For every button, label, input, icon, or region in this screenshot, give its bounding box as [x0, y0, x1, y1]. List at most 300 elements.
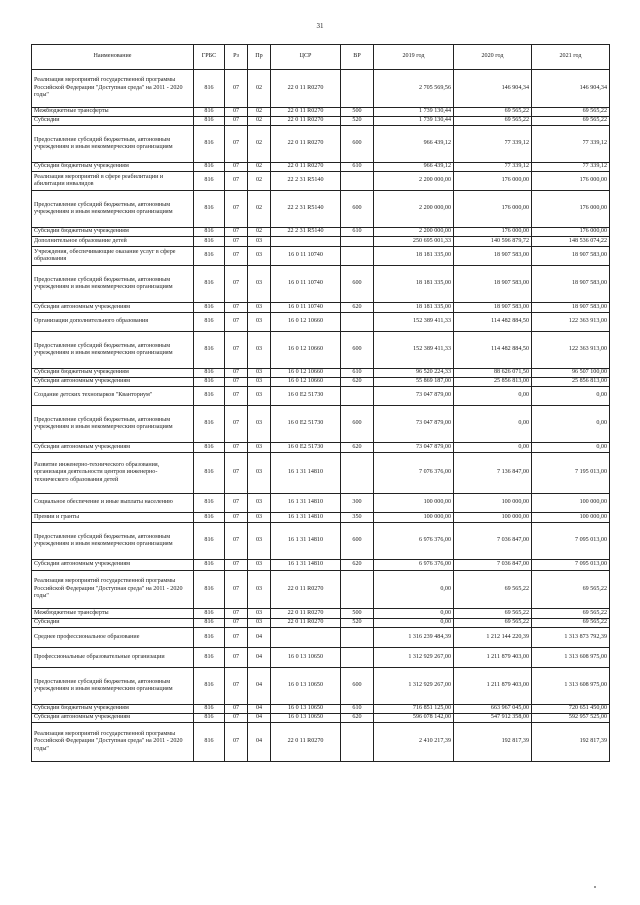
row-vr [341, 313, 374, 332]
row-grbs: 816 [194, 453, 225, 494]
row-rz: 07 [225, 126, 248, 163]
row-name: Субсидии бюджетным учреждениям [32, 228, 194, 237]
table-row [32, 453, 610, 494]
table-row [32, 560, 610, 571]
row-2019: 716 851 125,00 [374, 705, 454, 714]
row-csr: 16 0 13 10650 [271, 648, 341, 668]
row-grbs: 816 [194, 387, 225, 406]
row-2020: 1 212 144 220,39 [454, 628, 532, 648]
row-pr: 02 [248, 228, 271, 237]
row-pr: 03 [248, 369, 271, 378]
row-vr [341, 628, 374, 648]
row-2019: 152 389 411,33 [374, 313, 454, 332]
row-pr: 02 [248, 117, 271, 126]
row-pr: 03 [248, 266, 271, 303]
row-2021: 18 907 583,00 [532, 303, 610, 313]
row-rz: 07 [225, 668, 248, 705]
row-rz: 07 [225, 560, 248, 571]
row-vr [341, 247, 374, 266]
row-csr: 16 0 13 10650 [271, 668, 341, 705]
row-grbs: 816 [194, 163, 225, 172]
row-2020: 0,00 [454, 387, 532, 406]
table-row [32, 619, 610, 628]
row-2019: 73 047 879,00 [374, 443, 454, 453]
row-2020: 176 000,00 [454, 191, 532, 228]
row-vr: 600 [341, 266, 374, 303]
row-2021: 69 565,22 [532, 117, 610, 126]
row-2019: 0,00 [374, 571, 454, 609]
table-row [32, 70, 610, 108]
row-pr: 04 [248, 648, 271, 668]
row-csr: 16 0 E2 51730 [271, 406, 341, 443]
row-csr: 16 0 E2 51730 [271, 387, 341, 406]
row-name: Субсидии автономным учреждениям [32, 303, 194, 313]
row-pr: 03 [248, 609, 271, 619]
table-row [32, 247, 610, 266]
row-rz: 07 [225, 70, 248, 108]
row-rz: 07 [225, 237, 248, 247]
row-2021: 77 339,12 [532, 126, 610, 163]
page-number: 31 [316, 22, 324, 30]
row-name: Субсидии бюджетным учреждениям [32, 163, 194, 172]
row-rz: 07 [225, 191, 248, 228]
row-2019: 2 705 569,56 [374, 70, 454, 108]
table-row [32, 191, 610, 228]
row-2021: 720 651 450,00 [532, 705, 610, 714]
row-vr: 620 [341, 714, 374, 723]
row-rz: 07 [225, 609, 248, 619]
row-2020: 663 967 045,00 [454, 705, 532, 714]
row-2019: 1 312 929 267,00 [374, 648, 454, 668]
row-name: Дополнительное образование детей [32, 237, 194, 247]
row-vr: 350 [341, 513, 374, 523]
table-row [32, 714, 610, 723]
row-name: Субсидии бюджетным учреждениям [32, 369, 194, 378]
row-2019: 2 410 217,39 [374, 723, 454, 762]
row-vr: 610 [341, 705, 374, 714]
row-2021: 122 363 913,00 [532, 332, 610, 369]
row-csr: 16 0 11 10740 [271, 266, 341, 303]
row-2019: 18 181 335,00 [374, 266, 454, 303]
row-grbs: 816 [194, 303, 225, 313]
row-vr: 520 [341, 619, 374, 628]
row-pr: 04 [248, 714, 271, 723]
row-pr: 03 [248, 513, 271, 523]
row-2021: 7 095 013,00 [532, 560, 610, 571]
table-row [32, 313, 610, 332]
row-2020: 192 817,39 [454, 723, 532, 762]
row-2021: 0,00 [532, 387, 610, 406]
row-csr [271, 237, 341, 247]
row-grbs: 816 [194, 443, 225, 453]
row-name: Предоставление субсидий бюджетным, автономным учреждениям и иным некоммерческим организациям [32, 668, 194, 705]
row-rz: 07 [225, 228, 248, 237]
row-rz: 07 [225, 406, 248, 443]
row-2020: 1 211 879 403,00 [454, 668, 532, 705]
row-pr: 04 [248, 628, 271, 648]
row-name: Субсидии [32, 619, 194, 628]
col-header-2020: 2020 год [454, 45, 532, 70]
col-header-pr: Пр [248, 45, 271, 70]
scan-dot [594, 886, 596, 888]
row-csr: 16 0 13 10650 [271, 705, 341, 714]
row-vr: 610 [341, 163, 374, 172]
row-2019: 1 316 239 484,39 [374, 628, 454, 648]
table-row [32, 378, 610, 387]
row-csr: 22 2 31 R5140 [271, 172, 341, 191]
row-grbs: 816 [194, 266, 225, 303]
table-row [32, 571, 610, 609]
row-pr: 03 [248, 406, 271, 443]
table-row [32, 369, 610, 378]
row-vr: 520 [341, 117, 374, 126]
row-2020: 69 565,22 [454, 609, 532, 619]
row-2019: 966 439,12 [374, 163, 454, 172]
col-header-2021: 2021 год [532, 45, 610, 70]
row-2021: 18 907 583,00 [532, 266, 610, 303]
row-csr: 16 0 12 10660 [271, 313, 341, 332]
row-vr: 600 [341, 523, 374, 560]
col-header-vr: ВР [341, 45, 374, 70]
row-pr: 03 [248, 378, 271, 387]
row-grbs: 816 [194, 191, 225, 228]
row-rz: 07 [225, 628, 248, 648]
row-name: Субсидии автономным учреждениям [32, 714, 194, 723]
row-name: Профессиональные образовательные организации [32, 648, 194, 668]
row-vr: 600 [341, 191, 374, 228]
row-csr: 16 1 31 14810 [271, 560, 341, 571]
row-2020: 114 482 884,50 [454, 332, 532, 369]
row-grbs: 816 [194, 406, 225, 443]
row-rz: 07 [225, 108, 248, 117]
budget-table [31, 44, 610, 762]
row-2019: 0,00 [374, 619, 454, 628]
row-grbs: 816 [194, 560, 225, 571]
row-csr: 22 2 31 R5140 [271, 228, 341, 237]
row-2021: 176 000,00 [532, 172, 610, 191]
row-2020: 176 000,00 [454, 228, 532, 237]
row-name: Предоставление субсидий бюджетным, автономным учреждениям и иным некоммерческим организациям [32, 332, 194, 369]
row-vr [341, 237, 374, 247]
row-2021: 69 565,22 [532, 571, 610, 609]
row-2020: 7 036 847,00 [454, 523, 532, 560]
row-pr: 03 [248, 560, 271, 571]
row-2021: 0,00 [532, 443, 610, 453]
row-2021: 146 904,34 [532, 70, 610, 108]
row-pr: 02 [248, 163, 271, 172]
row-name: Развитие инженерно-технического образования, организация деятельности центров инженерно-технического образования детей [32, 453, 194, 494]
row-pr: 03 [248, 387, 271, 406]
row-vr [341, 453, 374, 494]
row-pr: 03 [248, 237, 271, 247]
row-grbs: 816 [194, 668, 225, 705]
row-vr: 600 [341, 126, 374, 163]
table-row [32, 609, 610, 619]
row-2019: 1 312 929 267,00 [374, 668, 454, 705]
row-vr: 300 [341, 494, 374, 513]
row-pr: 02 [248, 172, 271, 191]
row-grbs: 816 [194, 571, 225, 609]
row-rz: 07 [225, 648, 248, 668]
row-2021: 69 565,22 [532, 609, 610, 619]
row-grbs: 816 [194, 494, 225, 513]
row-csr: 22 2 31 R5140 [271, 191, 341, 228]
row-2021: 1 313 608 975,00 [532, 668, 610, 705]
row-grbs: 816 [194, 705, 225, 714]
row-csr: 16 0 13 10650 [271, 714, 341, 723]
table-row [32, 668, 610, 705]
row-grbs: 816 [194, 228, 225, 237]
row-csr: 16 1 31 14810 [271, 494, 341, 513]
table-row [32, 228, 610, 237]
row-2021: 176 000,00 [532, 228, 610, 237]
table-row [32, 513, 610, 523]
row-rz: 07 [225, 163, 248, 172]
row-name: Организации дополнительного образования [32, 313, 194, 332]
row-2019: 2 200 000,00 [374, 191, 454, 228]
row-2019: 250 695 001,33 [374, 237, 454, 247]
row-2020: 7 136 847,00 [454, 453, 532, 494]
row-2021: 0,00 [532, 406, 610, 443]
row-pr: 03 [248, 332, 271, 369]
row-2019: 73 047 879,00 [374, 406, 454, 443]
row-2020: 176 000,00 [454, 172, 532, 191]
row-name: Социальное обеспечение и иные выплаты населению [32, 494, 194, 513]
table-row [32, 387, 610, 406]
row-2020: 18 907 583,00 [454, 303, 532, 313]
row-vr [341, 723, 374, 762]
row-csr: 22 0 11 R0270 [271, 108, 341, 117]
row-2019: 2 200 000,00 [374, 172, 454, 191]
row-2019: 596 078 142,00 [374, 714, 454, 723]
table-row [32, 648, 610, 668]
row-grbs: 816 [194, 237, 225, 247]
row-rz: 07 [225, 523, 248, 560]
row-vr [341, 387, 374, 406]
row-2019: 1 739 130,44 [374, 108, 454, 117]
table-row [32, 237, 610, 247]
row-grbs: 816 [194, 117, 225, 126]
row-vr: 620 [341, 443, 374, 453]
row-grbs: 816 [194, 619, 225, 628]
row-2020: 100 000,00 [454, 494, 532, 513]
row-2020: 114 482 884,50 [454, 313, 532, 332]
row-2021: 96 507 100,00 [532, 369, 610, 378]
row-pr: 03 [248, 313, 271, 332]
row-vr: 620 [341, 303, 374, 313]
row-rz: 07 [225, 619, 248, 628]
row-2020: 100 000,00 [454, 513, 532, 523]
row-name: Премии и гранты [32, 513, 194, 523]
row-rz: 07 [225, 313, 248, 332]
row-2020: 0,00 [454, 443, 532, 453]
table-row [32, 443, 610, 453]
col-header-grbs: ГРБС [194, 45, 225, 70]
row-pr: 02 [248, 108, 271, 117]
row-name: Реализация мероприятий государственной программы Российской Федерации "Доступная среда" на 2011 - 2020 годы" [32, 70, 194, 108]
row-vr: 620 [341, 560, 374, 571]
table-row [32, 126, 610, 163]
row-2019: 6 976 376,00 [374, 560, 454, 571]
row-name: Межбюджетные трансферты [32, 108, 194, 117]
row-grbs: 816 [194, 378, 225, 387]
row-vr: 600 [341, 332, 374, 369]
col-header-rz: Рз [225, 45, 248, 70]
table-row [32, 494, 610, 513]
row-2020: 88 626 071,50 [454, 369, 532, 378]
row-name: Реализация мероприятий государственной программы Российской Федерации "Доступная среда" на 2011 - 2020 годы" [32, 571, 194, 609]
row-2019: 100 000,00 [374, 513, 454, 523]
row-grbs: 816 [194, 70, 225, 108]
row-vr: 600 [341, 668, 374, 705]
row-pr: 02 [248, 70, 271, 108]
row-2021: 7 195 013,00 [532, 453, 610, 494]
row-name: Субсидии бюджетным учреждениям [32, 705, 194, 714]
row-rz: 07 [225, 443, 248, 453]
row-vr [341, 648, 374, 668]
row-2021: 592 957 525,00 [532, 714, 610, 723]
row-name: Межбюджетные трансферты [32, 609, 194, 619]
row-name: Предоставление субсидий бюджетным, автономным учреждениям и иным некоммерческим организациям [32, 266, 194, 303]
row-csr: 22 0 11 R0270 [271, 163, 341, 172]
row-2020: 18 907 583,00 [454, 247, 532, 266]
row-rz: 07 [225, 266, 248, 303]
row-pr: 02 [248, 191, 271, 228]
row-csr: 22 0 11 R0270 [271, 70, 341, 108]
row-2021: 69 565,22 [532, 108, 610, 117]
row-2021: 176 000,00 [532, 191, 610, 228]
row-grbs: 816 [194, 714, 225, 723]
row-pr: 03 [248, 523, 271, 560]
row-csr: 16 1 31 14810 [271, 523, 341, 560]
row-2019: 7 076 376,00 [374, 453, 454, 494]
table-row [32, 406, 610, 443]
row-2020: 77 339,12 [454, 126, 532, 163]
table-row [32, 723, 610, 762]
row-2019: 6 976 376,00 [374, 523, 454, 560]
row-2021: 122 363 913,00 [532, 313, 610, 332]
col-header-2019: 2019 год [374, 45, 454, 70]
row-vr: 610 [341, 369, 374, 378]
row-pr: 04 [248, 723, 271, 762]
row-2019: 0,00 [374, 609, 454, 619]
row-csr: 16 0 12 10660 [271, 378, 341, 387]
row-grbs: 816 [194, 628, 225, 648]
row-2019: 96 520 224,33 [374, 369, 454, 378]
table-row [32, 108, 610, 117]
row-2019: 18 181 335,00 [374, 247, 454, 266]
row-vr [341, 571, 374, 609]
row-name: Предоставление субсидий бюджетным, автономным учреждениям и иным некоммерческим организациям [32, 406, 194, 443]
table-row [32, 266, 610, 303]
row-grbs: 816 [194, 369, 225, 378]
row-csr: 22 0 11 R0270 [271, 117, 341, 126]
row-pr: 02 [248, 126, 271, 163]
row-csr: 16 1 31 14810 [271, 453, 341, 494]
table-row [32, 705, 610, 714]
row-2019: 100 000,00 [374, 494, 454, 513]
row-2019: 966 439,12 [374, 126, 454, 163]
row-2020: 146 904,34 [454, 70, 532, 108]
row-pr: 03 [248, 443, 271, 453]
row-rz: 07 [225, 247, 248, 266]
row-vr: 600 [341, 406, 374, 443]
row-2021: 18 907 583,00 [532, 247, 610, 266]
row-name: Предоставление субсидий бюджетным, автономным учреждениям и иным некоммерческим организациям [32, 523, 194, 560]
row-grbs: 816 [194, 523, 225, 560]
row-vr: 500 [341, 609, 374, 619]
row-vr [341, 70, 374, 108]
row-2019: 55 869 187,00 [374, 378, 454, 387]
row-name: Среднее профессиональное образование [32, 628, 194, 648]
row-grbs: 816 [194, 513, 225, 523]
row-2019: 1 739 130,44 [374, 117, 454, 126]
row-rz: 07 [225, 172, 248, 191]
row-2020: 69 565,22 [454, 571, 532, 609]
row-grbs: 816 [194, 313, 225, 332]
row-pr: 03 [248, 619, 271, 628]
row-csr: 16 0 E2 51730 [271, 443, 341, 453]
row-2019: 152 389 411,33 [374, 332, 454, 369]
row-2019: 73 047 879,00 [374, 387, 454, 406]
row-grbs: 816 [194, 108, 225, 117]
row-rz: 07 [225, 332, 248, 369]
row-2021: 1 313 873 792,39 [532, 628, 610, 648]
row-rz: 07 [225, 453, 248, 494]
row-rz: 07 [225, 705, 248, 714]
row-pr: 03 [248, 571, 271, 609]
row-2020: 69 565,22 [454, 117, 532, 126]
row-2020: 18 907 583,00 [454, 266, 532, 303]
row-name: Предоставление субсидий бюджетным, автономным учреждениям и иным некоммерческим организациям [32, 191, 194, 228]
row-2020: 140 596 879,72 [454, 237, 532, 247]
table-row [32, 117, 610, 126]
table-row [32, 628, 610, 648]
row-2020: 7 036 847,00 [454, 560, 532, 571]
row-grbs: 816 [194, 723, 225, 762]
table-row [32, 163, 610, 172]
row-2020: 0,00 [454, 406, 532, 443]
row-name: Субсидии [32, 117, 194, 126]
table-row [32, 303, 610, 313]
row-grbs: 816 [194, 609, 225, 619]
row-name: Реализация мероприятий в сфере реабилитации и абилитации инвалидов [32, 172, 194, 191]
row-2020: 69 565,22 [454, 619, 532, 628]
row-grbs: 816 [194, 247, 225, 266]
row-rz: 07 [225, 303, 248, 313]
row-2021: 1 313 608 975,00 [532, 648, 610, 668]
row-rz: 07 [225, 494, 248, 513]
row-name: Предоставление субсидий бюджетным, автономным учреждениям и иным некоммерческим организациям [32, 126, 194, 163]
row-pr: 03 [248, 303, 271, 313]
row-2019: 18 181 335,00 [374, 303, 454, 313]
row-grbs: 816 [194, 126, 225, 163]
row-rz: 07 [225, 513, 248, 523]
row-rz: 07 [225, 571, 248, 609]
row-rz: 07 [225, 723, 248, 762]
row-2021: 7 095 013,00 [532, 523, 610, 560]
row-grbs: 816 [194, 648, 225, 668]
table-row [32, 332, 610, 369]
row-2021: 100 000,00 [532, 494, 610, 513]
col-header-name: Наименование [32, 45, 194, 70]
row-pr: 04 [248, 668, 271, 705]
row-vr: 620 [341, 378, 374, 387]
row-name: Учреждения, обеспечивающие оказание услуг в сфере образования [32, 247, 194, 266]
row-2021: 192 817,39 [532, 723, 610, 762]
col-header-csr: ЦСР [271, 45, 341, 70]
row-csr: 22 0 11 R0270 [271, 609, 341, 619]
